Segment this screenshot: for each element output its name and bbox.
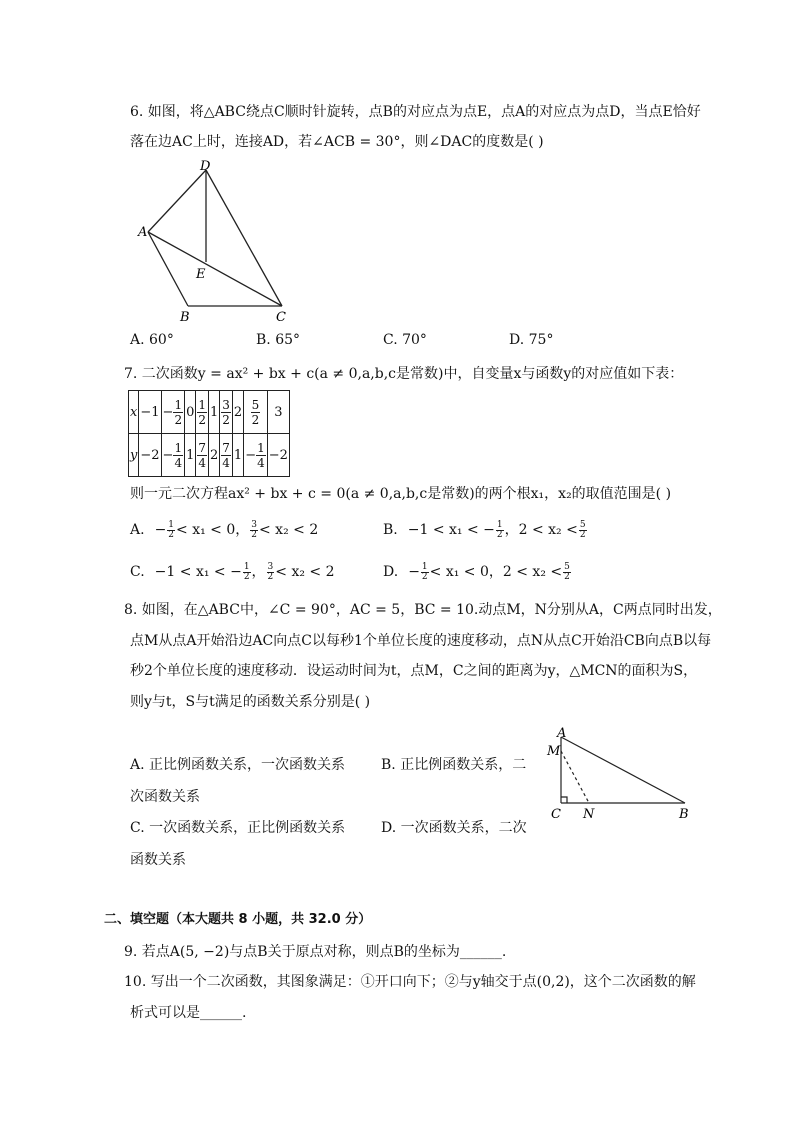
- q7-option-a: [130, 520, 318, 540]
- q7-option-d: [383, 562, 572, 582]
- q6-stem-line1: 6. 如图，将△ABC绕点C顺时针旋转，点B的对应点为点E，点A的对应点为点D，当点E恰好: [130, 104, 701, 120]
- q7-table-cell-y: −2: [267, 434, 289, 477]
- q7-table-cell-x: 0: [185, 391, 196, 434]
- q7-option-fraction: [563, 563, 571, 582]
- q7-table-cell-y: −2: [139, 434, 161, 477]
- q10-stem-line1: 10. 写出一个二次函数，其图象满足：①开口向下；②与y轴交于点(0,2)，这个二次函数的解: [124, 974, 696, 990]
- q7-option-letter: D.: [383, 564, 399, 580]
- fraction-numerator: 3: [267, 561, 274, 572]
- q8-option-b-line2: 次函数关系: [130, 789, 200, 805]
- q8-label-A: A: [557, 726, 567, 741]
- q7-option-fraction: [579, 521, 587, 540]
- fraction-numerator: 1: [496, 519, 503, 530]
- q6-option-b: B. 65°: [256, 332, 301, 348]
- q7-option-text: −: [154, 522, 167, 538]
- q7-option-fraction: [250, 521, 258, 540]
- q6-option-d: D. 75°: [509, 332, 554, 348]
- q8-stem-line4: 则y与t，S与t满足的函数关系分别是( ): [130, 694, 371, 710]
- q8-label-B: B: [679, 807, 689, 822]
- fraction-denominator: 2: [267, 571, 274, 582]
- q8-stem-line1: 8. 如图，在△ABC中，∠C = 90°，AC = 5，BC = 10.动点M，N分别从A，C两点同时出发，: [124, 602, 722, 618]
- q8-label-M: M: [547, 744, 561, 759]
- q6-stem-line2: 落在边AC上时，连接AD，若∠ACB = 30°，则∠DAC的度数是( ): [130, 134, 544, 150]
- fraction-denominator: 2: [243, 571, 250, 582]
- q7-option-text: < x₂ < 2: [259, 522, 319, 538]
- q7-table-cell-y: $\frac{7}{4}$: [196, 434, 209, 477]
- q9-stem: 9. 若点A(5, −2)与点B关于原点对称，则点B的坐标为______.: [124, 944, 507, 960]
- q7-table-cell-x: − $\frac{1}{2}$: [161, 391, 185, 434]
- q6-label-D: D: [200, 159, 211, 174]
- fraction-numerator: 1: [168, 519, 175, 530]
- q7-option-text: −1 < x₁ < −: [154, 564, 242, 580]
- fraction-denominator: 2: [579, 529, 586, 540]
- q7-option-fraction: [267, 563, 275, 582]
- fraction-numerator: 5: [579, 519, 586, 530]
- q7-option-text: < x₁ < 0，2 < x₂ <: [429, 564, 563, 580]
- q7-stem-line1: 7. 二次函数y = ax² + bx + c(a ≠ 0,a,b,c是常数)中，自变量x与函数y的对应值如下表：: [124, 366, 684, 382]
- q7-option-text: < x₁ < 0，: [176, 522, 250, 538]
- q7-option-text: ，: [251, 564, 266, 580]
- q8-stem-line3: 秒2个单位长度的速度移动．设运动时间为t，点M，C之间的距离为y，△MCN的面积为S，: [130, 663, 698, 679]
- q7-table-cell-x: 2: [232, 391, 243, 434]
- q7-option-text: < x₂ < 2: [275, 564, 335, 580]
- q7-table-cell-x: $\frac{5}{2}$: [244, 391, 268, 434]
- q8-label-N: N: [583, 807, 595, 822]
- q7-table-header-x: x: [129, 391, 139, 434]
- fraction-numerator: 1: [243, 561, 250, 572]
- q7-table-cell-x: 3: [267, 391, 289, 434]
- q6-label-C: C: [276, 310, 286, 325]
- q7-option-fraction: [496, 521, 504, 540]
- q7-table-cell-y: 1: [185, 434, 196, 477]
- q7-option-fraction: [421, 563, 429, 582]
- q7-table-cell-y: − $\frac{1}{4}$: [244, 434, 268, 477]
- q6-option-c: C. 70°: [383, 332, 427, 348]
- q7-option-b: [383, 520, 588, 540]
- q10-stem-line2: 析式可以是______.: [130, 1005, 247, 1021]
- fraction-denominator: 2: [168, 529, 175, 540]
- fraction-numerator: 1: [421, 561, 428, 572]
- fraction-denominator: 2: [564, 571, 570, 582]
- q8-right-angle-mark: [561, 797, 567, 803]
- q8-stem-line2: 点M从点A开始沿边AC向点C以每秒1个单位长度的速度移动，点N从点C开始沿CB向点B以每: [130, 633, 712, 649]
- q8-segment-MN: [561, 751, 589, 803]
- q7-table-cell-x: 1: [209, 391, 220, 434]
- q7-option-fraction: [243, 563, 251, 582]
- fraction-numerator: 3: [251, 519, 257, 530]
- q8-option-c: C. 一次函数关系，正比例函数关系: [130, 820, 346, 836]
- q7-option-text: −: [408, 564, 420, 580]
- q8-option-b-line1: B. 正比例函数关系，二: [381, 757, 527, 773]
- q7-option-fraction: [167, 521, 175, 540]
- q6-segment-DA: [148, 170, 206, 232]
- q7-value-table: [128, 390, 290, 477]
- q6-label-E: E: [196, 267, 206, 282]
- fraction-numerator: 5: [564, 561, 570, 572]
- q6-option-a: A. 60°: [130, 332, 174, 348]
- q7-option-letter: B.: [383, 522, 398, 538]
- q7-table-cell-y: − $\frac{1}{4}$: [161, 434, 185, 477]
- q7-table-cell-x: $\frac{1}{2}$: [196, 391, 209, 434]
- q7-table-header-y: y: [129, 434, 139, 477]
- q7-table-cell-y: $\frac{7}{4}$: [220, 434, 233, 477]
- fraction-denominator: 2: [251, 529, 257, 540]
- q6-label-A: A: [138, 225, 148, 240]
- q7-option-letter: C.: [130, 564, 145, 580]
- q8-segment-AB: [561, 737, 685, 803]
- q8-label-C: C: [551, 807, 561, 822]
- q7-table-cell-x: −1: [139, 391, 161, 434]
- q8-option-d-line1: D. 一次函数关系，二次: [381, 820, 527, 836]
- q7-option-letter: A.: [130, 522, 145, 538]
- q6-label-B: B: [180, 310, 190, 325]
- q7-table-cell-y: 2: [209, 434, 220, 477]
- q8-option-d-line2: 函数关系: [130, 852, 186, 868]
- section2-title: 二、填空题（本大题共 8 小题，共 32.0 分）: [104, 912, 372, 927]
- q8-option-a: A. 正比例函数关系，一次函数关系: [130, 757, 346, 773]
- fraction-denominator: 2: [421, 571, 428, 582]
- q8-figure: [545, 725, 705, 825]
- q6-figure: [130, 158, 300, 326]
- q7-option-text: ，2 < x₂ <: [504, 522, 578, 538]
- q7-table-row-x: [129, 391, 290, 434]
- q7-option-text: −1 < x₁ < −: [407, 522, 495, 538]
- q7-table-cell-x: $\frac{3}{2}$: [220, 391, 233, 434]
- q7-option-c: [130, 562, 335, 582]
- q7-table-row-y: [129, 434, 290, 477]
- q7-stem-line2: 则一元二次方程ax² + bx + c = 0(a ≠ 0,a,b,c是常数)的两个根x₁，x₂的取值范围是( ): [130, 486, 672, 502]
- q7-table-cell-y: 1: [232, 434, 243, 477]
- fraction-denominator: 2: [496, 529, 503, 540]
